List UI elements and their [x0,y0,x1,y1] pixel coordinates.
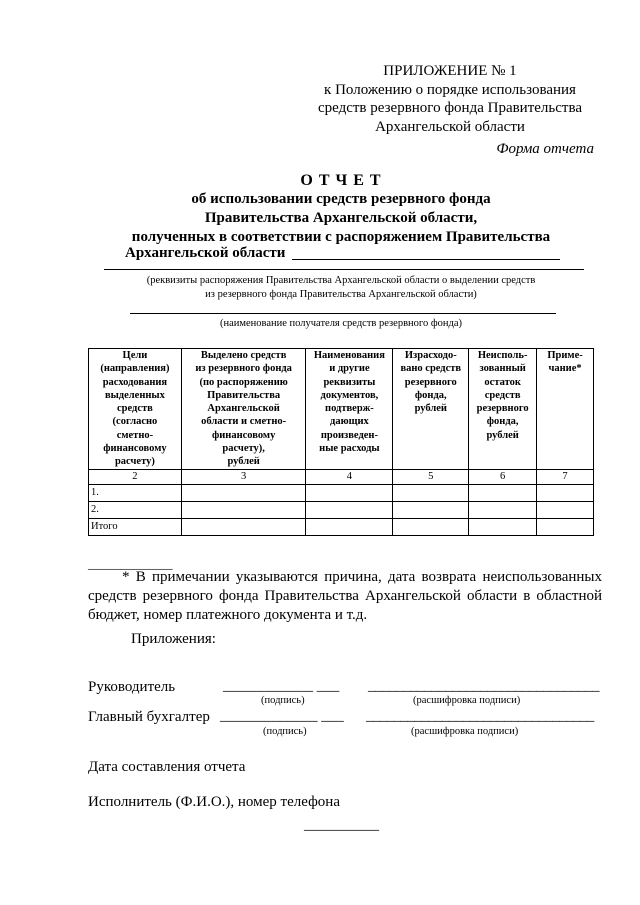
header-line: чание* [548,363,582,375]
header-line: (направления) [100,363,170,375]
header-line: Правительства [207,389,281,401]
report-subtitle-line: Правительства Архангельской области, [204,210,478,226]
header-line: из резервного фонда [195,363,292,375]
head-signature-line: ____________ ___ [223,678,340,694]
header-line: рублей [227,456,260,468]
attachments-label: Приложения: [131,631,216,647]
caption-text: из резервного фонда Правительства Архангельской области) [205,289,477,300]
header-line: остаток [484,376,521,388]
row-label: 1. [89,484,182,501]
appendix-line: средств резервного фонда Правительства [317,100,583,116]
signature-caption: (подпись) [261,695,305,706]
form-label: Форма отчета [496,141,594,157]
table-cell [469,484,537,501]
column-number: 2 [89,469,182,484]
footnote-separator: _____________ [88,556,173,571]
header-line: реквизиты [323,376,376,388]
row-label: 2. [89,501,182,518]
header-line: подтверж- [325,403,374,415]
header-line: сметно- [116,429,154,441]
executor-line: __________ [304,817,379,833]
header-line: области и сметно- [201,416,287,428]
caption-text: (реквизиты распоряжения Правительства Архангельской области о выделении средств [146,275,536,286]
report-subtitle-line: об использовании средств резервного фонда [191,191,491,207]
table-cell [306,501,393,518]
header-line: резервного [476,403,529,415]
column-number: 7 [537,469,594,484]
signature-caption: (подпись) [263,726,307,737]
report-subtitle-line: Архангельской области [125,245,286,261]
header-line: рублей [486,429,519,441]
table-cell [393,501,469,518]
header-cell [393,349,469,470]
report-date-label: Дата составления отчета [88,759,246,775]
appendix-line: к Положению о порядке использования [324,81,576,98]
accountant-label: Главный бухгалтер [88,709,210,725]
header-line: резервного [404,376,457,388]
header-line: произведен- [320,429,378,441]
column-number: 3 [181,469,306,484]
header-line: фонда, [486,416,519,428]
head-label: Руководитель [88,679,176,695]
table-cell [306,518,393,535]
order-underline [292,259,560,260]
header-line: ные расходы [319,443,380,455]
column-number: 5 [393,469,469,484]
report-heading: О Т Ч Е Т [300,172,382,189]
header-line: Выделено средств [200,350,287,361]
table-cell [306,484,393,501]
header-line: расчету) [114,456,155,468]
header-line: Неисполь- [477,350,528,361]
report-title-block [86,171,596,247]
table-row [89,484,594,501]
header-line: дающих [330,416,369,428]
header-line: рублей [414,403,447,415]
table-cell [537,484,594,501]
header-line: расходования [102,376,168,388]
head-decoding-line: _________________________________ [368,678,599,694]
table-header-row [89,349,594,470]
header-line: зованный [479,363,526,375]
footnote-text: * В примечании указываются причина, дата возврата неиспользованных средств резервного фонда Правительства Архангельской области в областной бюджет, номер платежного документа и т.д. [88,569,602,623]
executor-label: Исполнитель (Ф.И.О.), номер телефона [88,794,340,810]
header-cell [306,349,393,470]
header-line: расчету), [222,443,265,455]
table-cell [537,501,594,518]
table-cell [469,501,537,518]
header-line: фонда, [414,389,447,401]
table-cell [181,518,306,535]
header-line: (по распоряжению [199,376,288,388]
accountant-decoding-line: _________________________________ [366,708,594,724]
header-line: выделенных [104,389,165,401]
table-cell [181,484,306,501]
header-line: финансовому [211,429,276,441]
header-line: (согласно [112,416,158,428]
header-line: документов, [320,389,379,401]
header-line: средств [117,403,153,415]
appendix-block [300,62,600,136]
report-subtitle-line: полученных в соответствии с распоряжением Правительства [131,229,551,245]
header-line: Архангельской [207,403,280,415]
header-line: средств [484,389,521,401]
requisites-line [104,269,584,270]
column-number: 6 [469,469,537,484]
appendix-line: Архангельской области [375,118,525,135]
column-number: 4 [306,469,393,484]
report-table [88,348,594,536]
appendix-number: ПРИЛОЖЕНИЕ № 1 [383,63,517,79]
decoding-caption: (расшифровка подписи) [411,726,519,737]
table-cell [469,518,537,535]
header-cell [89,349,182,470]
requisites-caption [86,274,596,302]
header-line: Приме- [547,350,583,361]
table-row-total [89,518,594,535]
header-line: Израсходо- [404,350,457,361]
row-label: Итого [89,518,182,535]
header-line: вано средств [400,363,462,375]
accountant-signature-line: _____________ ___ [220,708,344,724]
header-cell [181,349,306,470]
recipient-caption: (наименование получателя средств резервного фонда) [219,318,463,329]
table-number-row [89,469,594,484]
header-line: Цели [122,350,148,361]
recipient-line [130,313,556,314]
table-row [89,501,594,518]
header-cell [537,349,594,470]
table-cell [393,484,469,501]
header-line: и другие [329,363,370,375]
decoding-caption: (расшифровка подписи) [413,695,521,706]
header-cell [469,349,537,470]
header-line: финансовому [103,443,167,455]
table-cell [537,518,594,535]
table-cell [181,501,306,518]
table-cell [393,518,469,535]
header-line: Наименования [313,350,385,361]
